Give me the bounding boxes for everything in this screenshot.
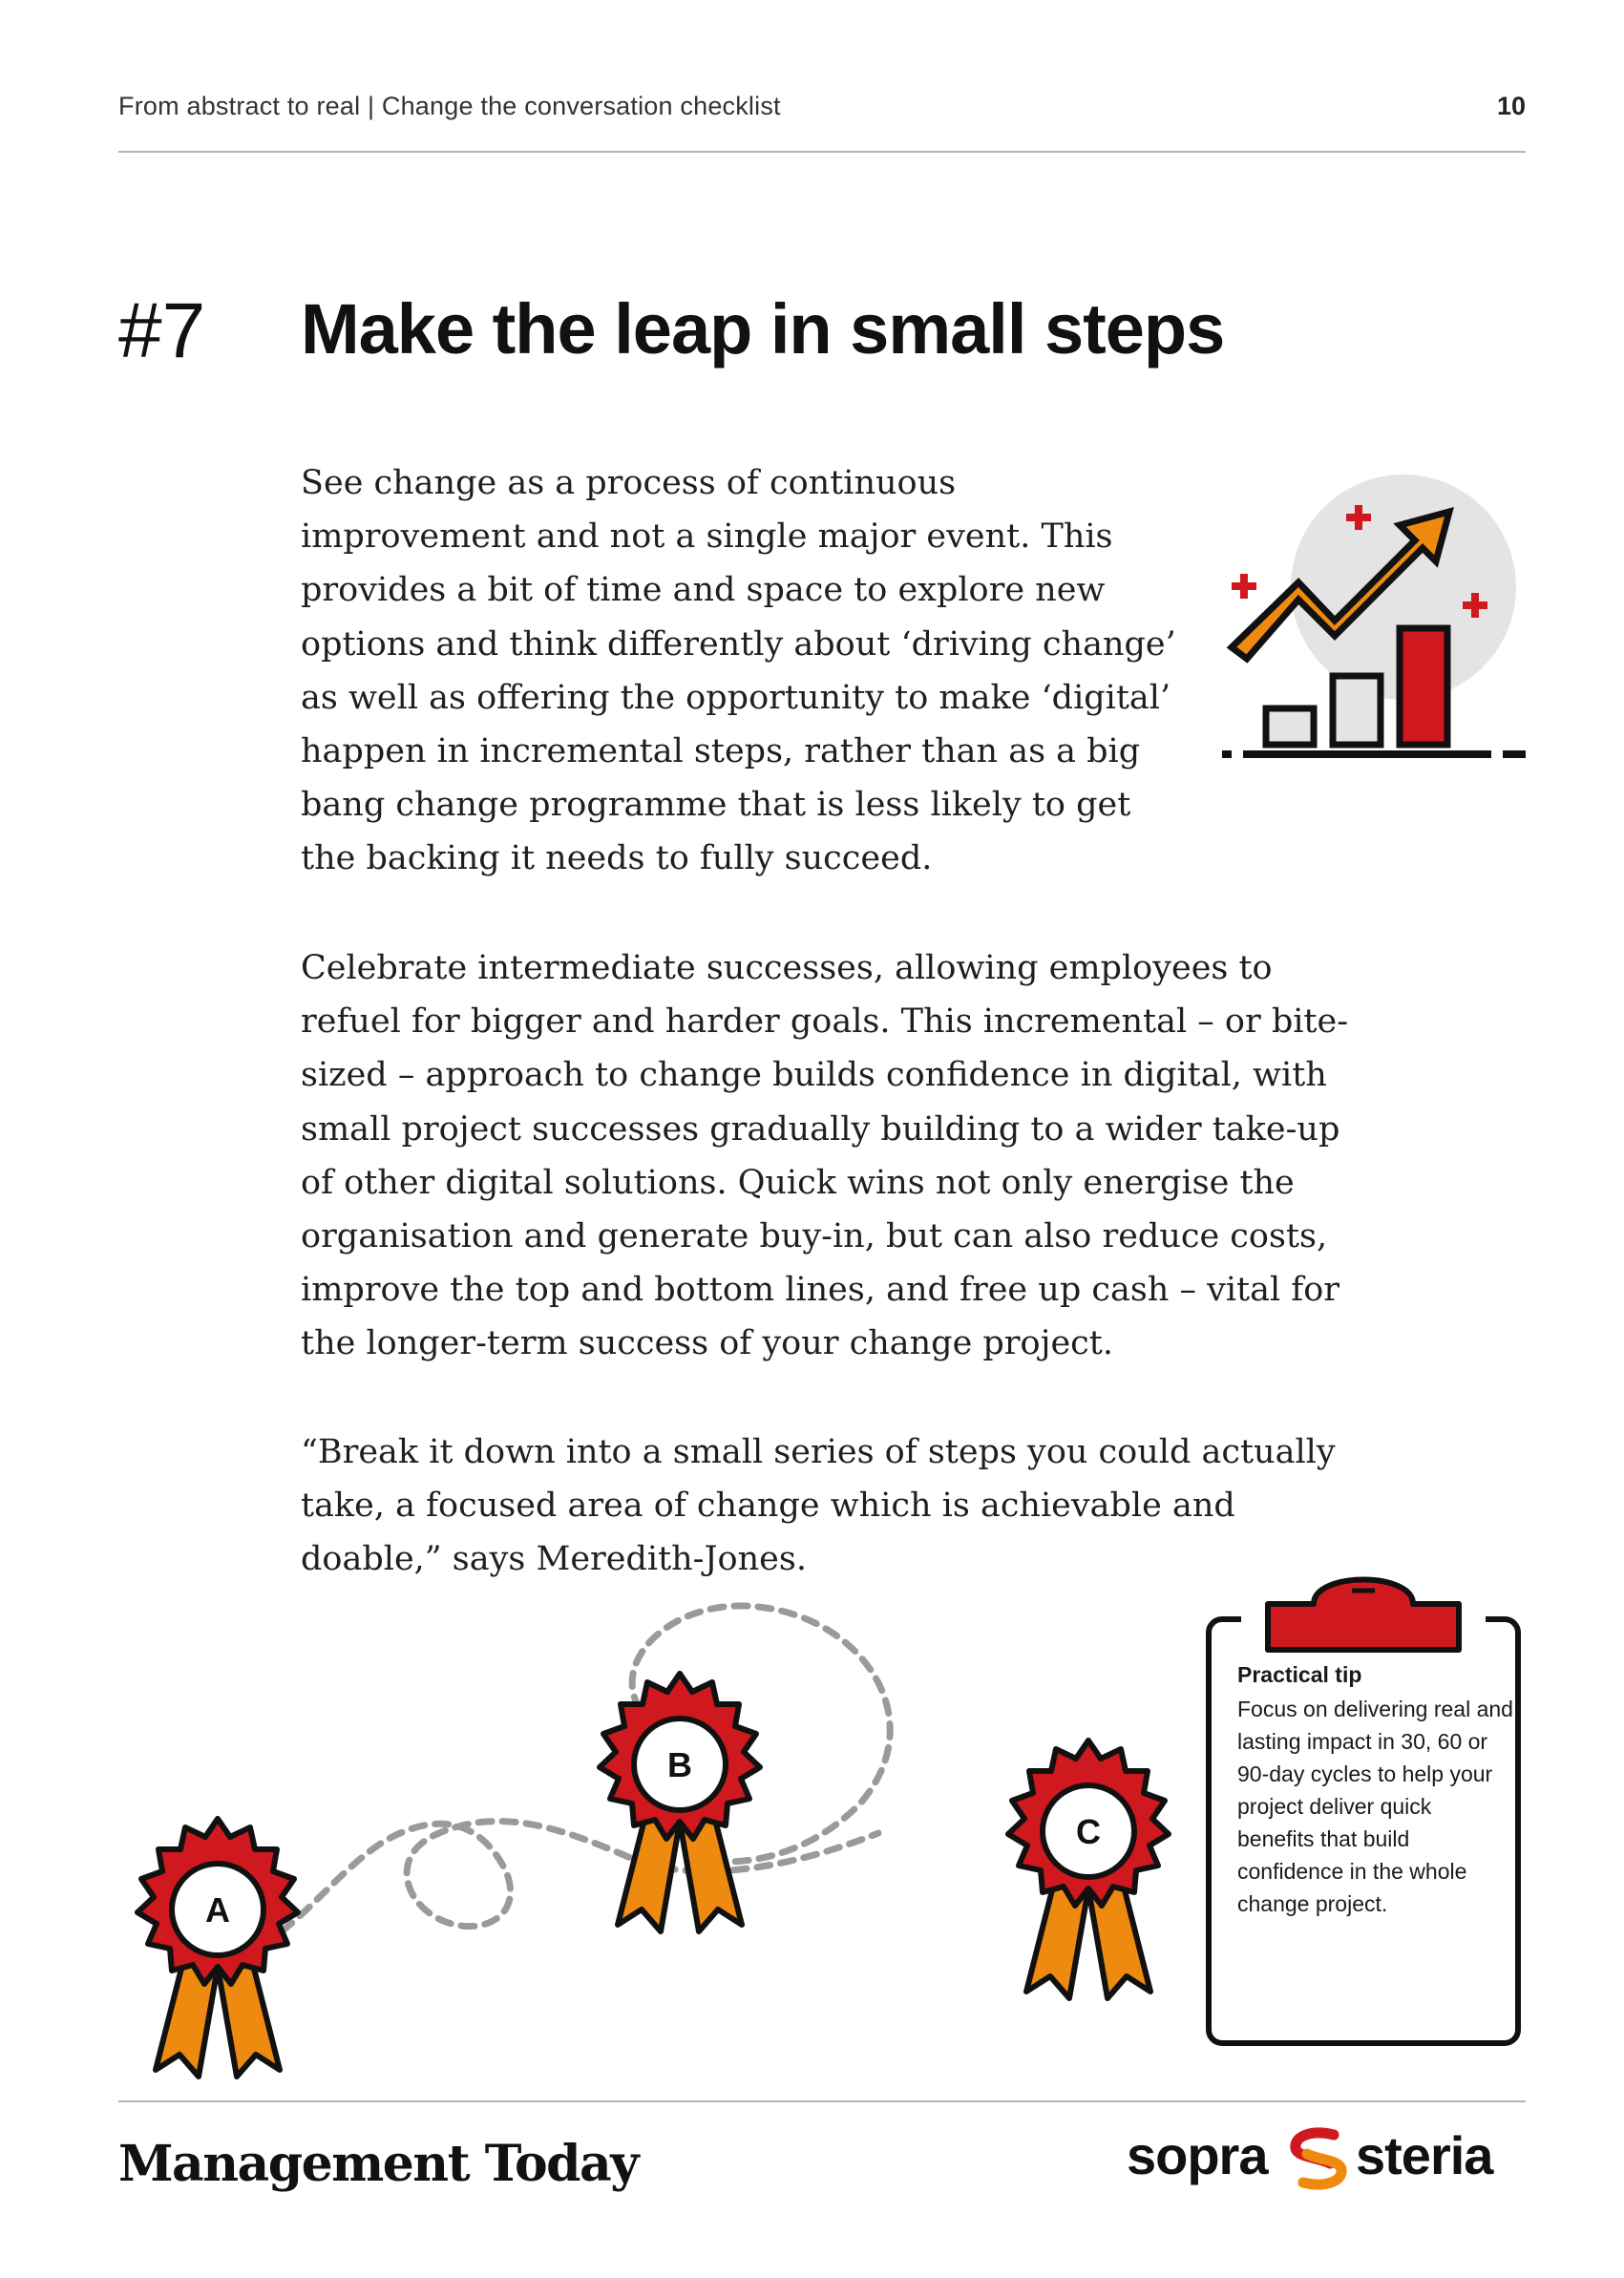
- management-today-logo: Management Today: [118, 2135, 638, 2193]
- section-number: #7: [118, 287, 206, 374]
- running-header: From abstract to real | Change the conversation checklist: [118, 92, 781, 120]
- rosette-c: [993, 1736, 1184, 2003]
- page-title: Make the leap in small steps: [301, 289, 1225, 369]
- award-rosette-icon: [137, 1819, 298, 2077]
- body-paragraph-2: Celebrate intermediate successes, allowing employees to refuel for bigger and harder goals. This incremental – or bite-sized – approach to change builds confidence in digital, with small project successes gradually building to a wider take-up of other digital solutions. Quick wins not only energise the organisation and generate buy-in, but can also reduce costs, improve the top and bottom lines, and free up cash – vital for the longer-term success of your change project.: [301, 949, 1349, 1363]
- header-divider: [118, 151, 1526, 153]
- page-number: 10: [1496, 92, 1526, 120]
- body-paragraph-1: See change as a process of continuous improvement and not a single major event. This provides a bit of time and space to explore new options and think differently about ‘driving change’ as well as offering the opportunity to make ‘digital’ happen in incremental steps, rather than as a big bang change programme that is less likely to get the backing it needs to fully succeed.: [301, 464, 1176, 878]
- rosette-c-label: C: [1076, 1812, 1101, 1851]
- sopra-steria-logo: [1127, 2120, 1528, 2196]
- body-paragraph-3: “Break it down into a small series of steps you could actually take, a focused area of change which is achievable and doable,” says Meredith-Jones.: [301, 1433, 1336, 1579]
- rosette-b: [584, 1669, 775, 1936]
- steria-wordmark: steria: [1356, 2125, 1493, 2185]
- rosette-a: [122, 1814, 313, 2081]
- growth-chart-icon: [1213, 468, 1537, 773]
- practical-tip-title: Practical tip: [1237, 1662, 1362, 1687]
- footer-divider: [118, 2100, 1526, 2102]
- rosette-a-label: A: [205, 1890, 230, 1930]
- award-rosette-icon: [1008, 1740, 1169, 1998]
- rosette-b-label: B: [667, 1745, 692, 1784]
- practical-tip-text: Focus on delivering real and lasting impact in 30, 60 or 90-day cycles to help your project deliver quick benefits that build confidence in the whole change project.: [1237, 1697, 1513, 1916]
- award-rosette-icon: [600, 1674, 760, 1931]
- sopra-wordmark: sopra: [1127, 2125, 1268, 2185]
- sopra-steria-s-mark-icon: [1296, 2133, 1341, 2184]
